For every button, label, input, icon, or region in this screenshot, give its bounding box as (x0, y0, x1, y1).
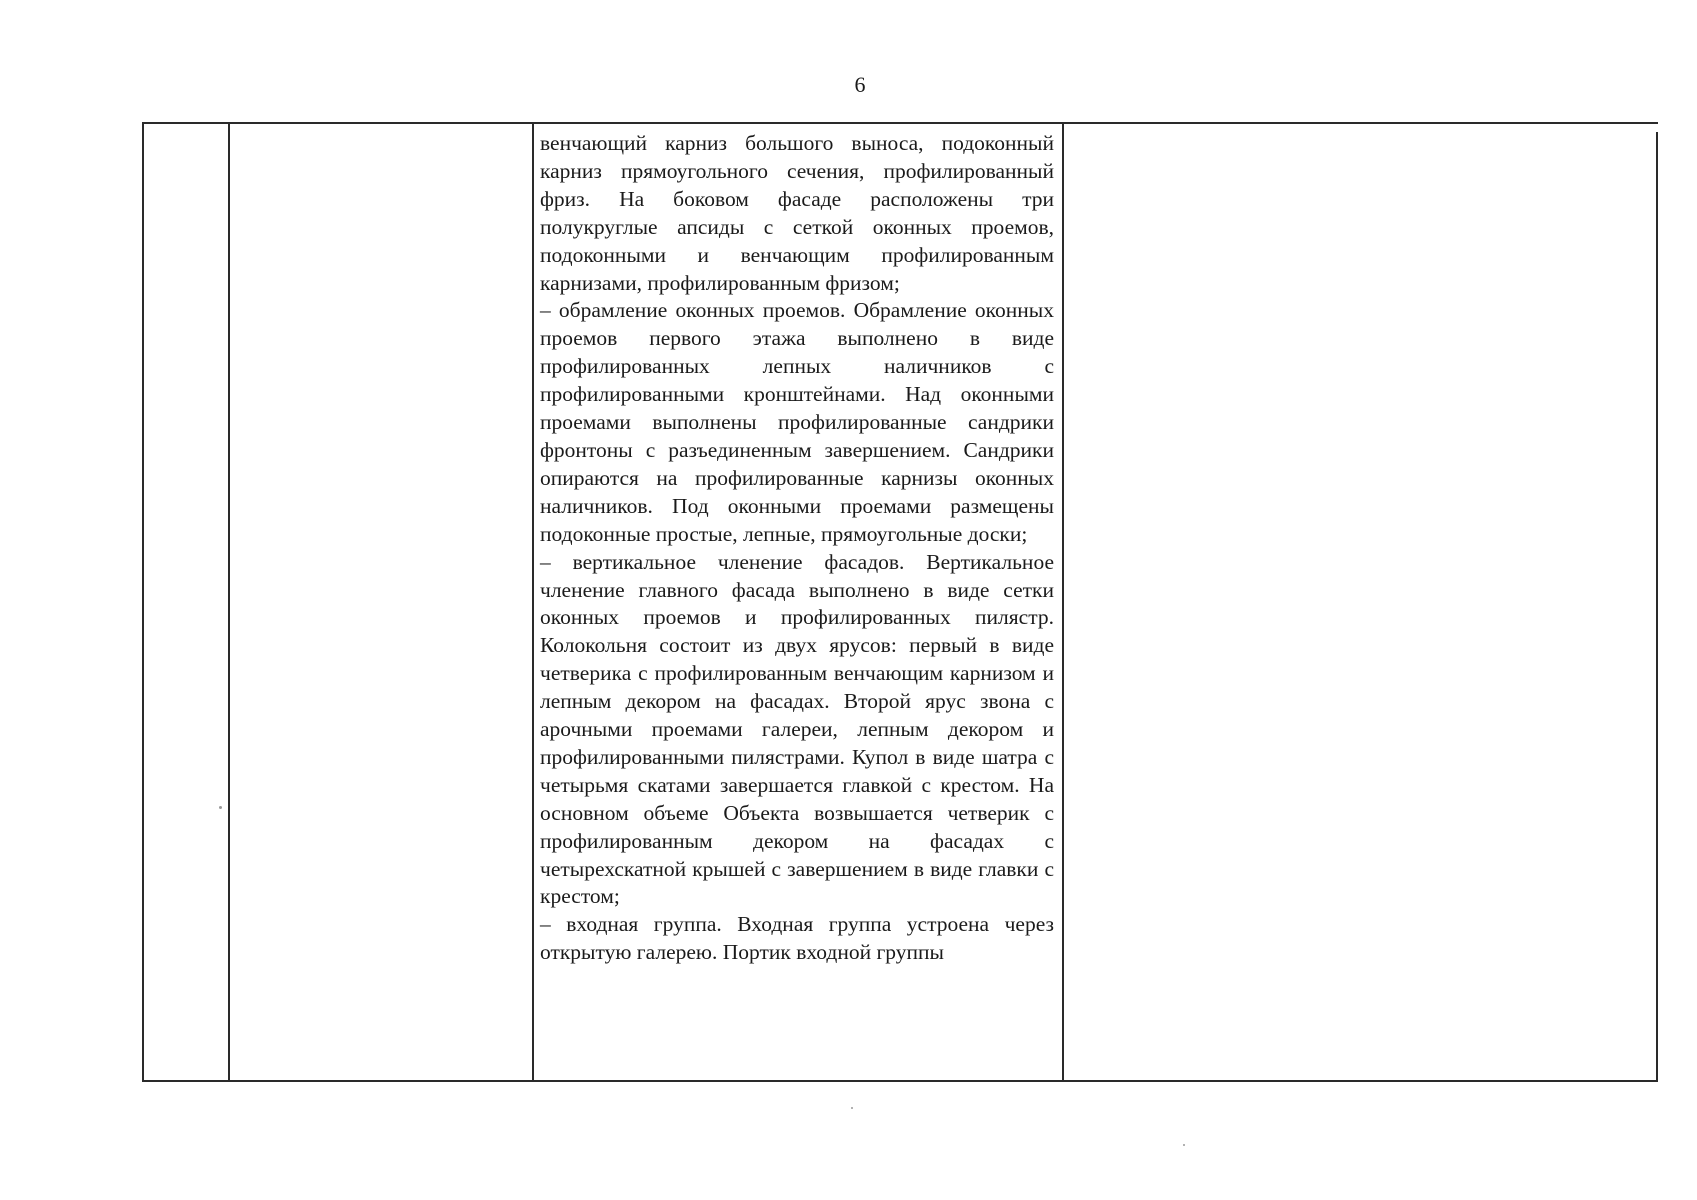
scan-speck (851, 1107, 853, 1109)
table-left-border (142, 122, 144, 1082)
description-paragraph: венчающий карниз большого выноса, подоконный карниз прямоугольного сечения, профилированный фриз. На боковом фасаде расположены три полукруглые апсиды с сеткой оконных проемов, подоконными и венчающим профилированным карнизами, профилированным фризом; (540, 131, 1054, 295)
description-paragraph: – вертикальное членение фасадов. Вертикальное членение главного фасада выполнено в виде сетки оконных проемов и профилированных пилястр. Колокольня состоит из двух ярусов: первый в виде четверика с профилированным венчающим карнизом и лепным декором на фасадах. Второй ярус звона с арочными проемами галереи, лепным декором и профилированными пилястрами. Купол в виде шатра с четырьмя скатами завершается главкой с крестом. На основном объеме Объекта возвышается четверик с профилированным декором на фасадах с четырехскатной крышей с завершением в виде главки с крестом; (540, 549, 1054, 909)
column-divider-2 (532, 122, 534, 1082)
description-cell (540, 130, 1054, 967)
scan-speck (1183, 1144, 1185, 1146)
scan-speck (219, 806, 222, 809)
heritage-object-table (142, 122, 1658, 1082)
description-paragraph: – обрамление оконных проемов. Обрамление оконных проемов первого этажа выполнено в виде профилированных лепных наличников с профилированными кронштейнами. Над оконными проемами выполнены профилированные сандрики фронтоны с разъединенным завершением. Сандрики опираются на профилированные карнизы оконных наличников. Под оконными проемами размещены подоконные простые, лепные, прямоугольные доски; (540, 298, 1054, 546)
column-divider-1 (228, 122, 230, 1082)
column-divider-3 (1062, 122, 1064, 1082)
table-top-border (142, 122, 1658, 124)
table-bottom-border (142, 1080, 1658, 1082)
page-number: 6 (854, 72, 866, 97)
description-paragraph: – входная группа. Входная группа устроена через открытую галерею. Портик входной группы (540, 912, 1054, 965)
table-right-border (1656, 132, 1658, 1082)
